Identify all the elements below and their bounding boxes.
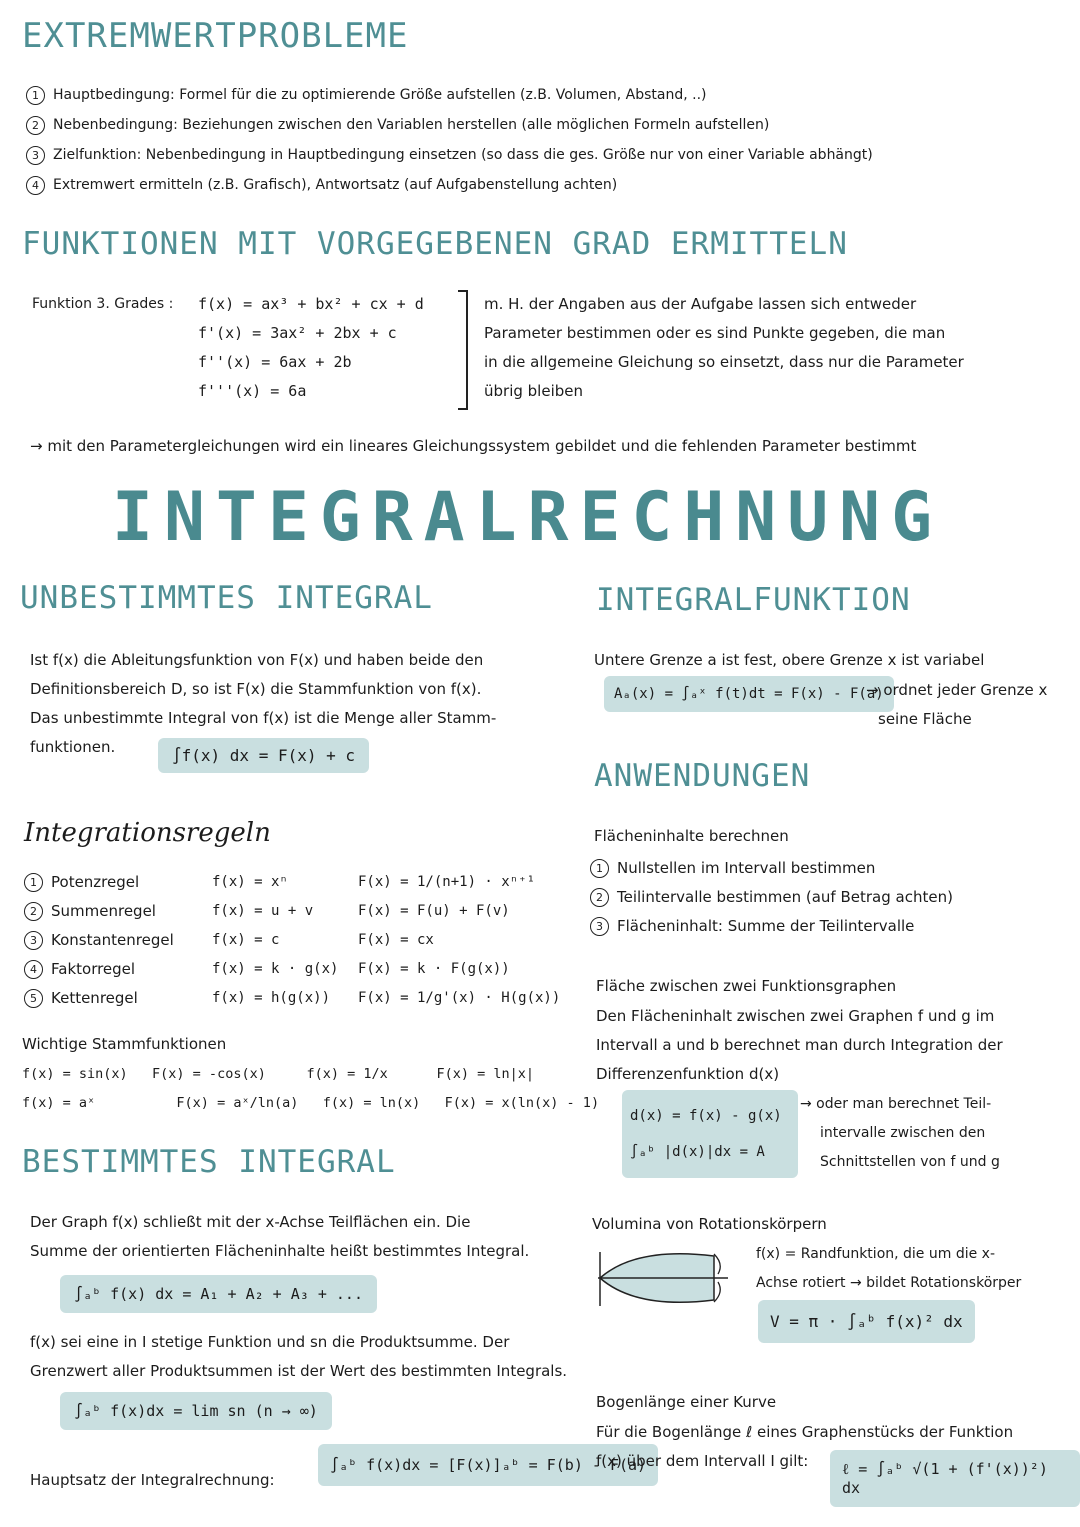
stamm-line: f(x) = aˣ F(x) = aˣ/ln(a) f(x) = ln(x) F(x) = x(ln(x) - 1)	[22, 1095, 600, 1111]
step-number: 3	[24, 931, 43, 950]
bracket	[458, 290, 468, 410]
rule-F: F(x) = F(u) + F(v)	[358, 903, 510, 919]
note-line: → oder man berechnet Teil-	[800, 1096, 992, 1112]
formula-box	[622, 1090, 798, 1178]
text-line: Intervall a und b berechnet man durch Integration der	[596, 1036, 1003, 1054]
text-line: Definitionsbereich D, so ist F(x) die Stammfunktion von f(x).	[30, 680, 482, 698]
list-item	[26, 110, 1066, 140]
note-line: intervalle zwischen den	[820, 1125, 986, 1141]
section-title-grad: FUNKTIONEN MIT VORGEGEBENEN GRAD ERMITTELN	[22, 226, 848, 262]
rule-F: F(x) = k · F(g(x))	[358, 961, 510, 977]
flaeche-title	[594, 822, 789, 851]
section-title-anwendungen: ANWENDUNGEN	[594, 758, 811, 794]
note-line: Parameter bestimmen oder es sind Punkte gegeben, die man	[484, 324, 946, 342]
step-number: 5	[24, 989, 43, 1008]
stamm-lines	[22, 1060, 599, 1118]
stamm-title-text: Wichtige Stammfunktionen	[22, 1035, 227, 1053]
section-title-extremwert: EXTREMWERTPROBLEME	[22, 16, 409, 56]
formula: ∫ₐᵇ |d(x)|dx = A	[630, 1144, 765, 1160]
grad-note	[484, 290, 1064, 406]
rule-name: Konstantenregel	[51, 931, 174, 949]
zwischen-note	[800, 1090, 1000, 1177]
formula-box: ℓ = ∫ₐᵇ √(1 + (f'(x))²) dx	[830, 1450, 1080, 1507]
section-title-bestimmt: BESTIMMTES INTEGRAL	[22, 1144, 396, 1180]
rot-title-text: Volumina von Rotationskörpern	[592, 1215, 827, 1233]
table-row	[24, 984, 561, 1013]
list-item	[26, 140, 1066, 170]
formula: f(x) = ax³ + bx² + cx + d	[198, 295, 424, 313]
note-line: übrig bleiben	[484, 382, 583, 400]
stamm-title	[22, 1030, 226, 1059]
zwischen-text	[596, 1002, 1066, 1089]
bestimmt-text-1	[30, 1208, 575, 1266]
note-line: Schnittstellen von f und g	[820, 1154, 1000, 1170]
formula-box: ∫ₐᵇ f(x) dx = A₁ + A₂ + A₃ + ...	[60, 1275, 377, 1313]
section-title-unbestimmt: UNBESTIMMTES INTEGRAL	[20, 580, 433, 616]
main-title: INTEGRALRECHNUNG	[112, 478, 944, 557]
step-label: Nebenbedingung:	[53, 117, 178, 133]
step-label: Hauptbedingung:	[53, 87, 175, 103]
step-text: Nebenbedingung in Hauptbedingung einsetzen (so dass die ges. Größe nur von einer Variable abhängt)	[145, 147, 873, 163]
rot-note	[756, 1240, 1021, 1298]
note-line: f(x) = Randfunktion, die um die x-	[756, 1246, 996, 1262]
rule-name: Faktorregel	[51, 960, 136, 978]
note-line: Achse rotiert → bildet Rotationskörper	[756, 1275, 1022, 1291]
hauptsatz-label: Hauptsatz der Integralrechnung:	[30, 1471, 275, 1489]
rule-F: F(x) = 1/g'(x) · H(g(x))	[358, 990, 561, 1006]
rule-name: Potenzregel	[51, 873, 140, 891]
step-text: Nullstellen im Intervall bestimmen	[617, 859, 876, 877]
rule-name: Summenregel	[51, 902, 156, 920]
text-line: Das unbestimmte Integral von f(x) ist die Menge aller Stamm-	[30, 709, 497, 727]
formula: f'''(x) = 6a	[198, 382, 307, 400]
step-label: Zielfunktion:	[53, 147, 142, 163]
formula: f'(x) = 3ax² + 2bx + c	[198, 324, 397, 342]
flaeche-steps	[590, 854, 953, 941]
rule-f: f(x) = k · g(x)	[212, 961, 339, 977]
step-number: 1	[26, 86, 45, 105]
rule-name: Kettenregel	[51, 989, 138, 1007]
rule-f: f(x) = h(g(x))	[212, 990, 331, 1006]
step-number: 3	[590, 917, 609, 936]
formula-box: ∫ₐᵇ f(x)dx = lim sn (n → ∞)	[60, 1392, 332, 1430]
grad-label: Funktion 3. Grades :	[32, 296, 174, 312]
table-row	[24, 926, 434, 955]
zwischen-title-text: Fläche zwischen zwei Funktionsgraphen	[596, 977, 897, 995]
text-line: funktionen.	[30, 738, 116, 756]
regeln-title: Integrationsregeln	[24, 818, 271, 848]
text-line: Den Flächeninhalt zwischen zwei Graphen f und g im	[596, 1007, 995, 1025]
list-item	[26, 170, 1066, 200]
table-row	[24, 955, 510, 984]
text-line: Differenzenfunktion d(x)	[596, 1065, 780, 1083]
table-row	[24, 868, 536, 897]
zwischen-title	[596, 972, 896, 1001]
formula-box: V = π · ∫ₐᵇ f(x)² dx	[758, 1300, 975, 1343]
formula-box: ∫f(x) dx = F(x) + c	[158, 738, 369, 773]
list-item	[26, 80, 1066, 110]
formula-box: ∫ₐᵇ f(x)dx = [F(x)]ₐᵇ = F(b) - F(a)	[318, 1444, 658, 1486]
text-line: Grenzwert aller Produktsummen ist der Wert des bestimmten Integrals.	[30, 1362, 568, 1380]
step-number: 2	[590, 888, 609, 907]
list-item	[590, 854, 953, 883]
bestimmt-text-2	[30, 1328, 575, 1386]
rule-F: F(x) = 1/(n+1) · xⁿ⁺¹	[358, 874, 536, 890]
integralfunktion-note	[866, 676, 1047, 734]
step-number: 3	[26, 146, 45, 165]
rule-f: f(x) = xⁿ	[212, 874, 288, 890]
text-line: Ist f(x) die Ableitungsfunktion von F(x) und haben beide den	[30, 651, 484, 669]
step-text: Formel für die zu optimierende Größe aufstellen (z.B. Volumen, Abstand, ..)	[179, 87, 707, 103]
formula: f''(x) = 6ax + 2b	[198, 353, 352, 371]
grad-conclusion: → mit den Parametergleichungen wird ein lineares Gleichungssystem gebildet und die fehlenden Parameter bestimmt	[30, 437, 917, 455]
step-label: Extremwert ermitteln	[53, 177, 204, 193]
text-line: f(x) sei eine in I stetige Funktion und sn die Produktsumme. Der	[30, 1333, 510, 1351]
stamm-line: f(x) = sin(x) F(x) = -cos(x) f(x) = 1/x F(x) = ln|x|	[22, 1066, 535, 1082]
step-number: 4	[26, 176, 45, 195]
grad-formulas	[198, 290, 424, 406]
formula: d(x) = f(x) - g(x)	[630, 1108, 782, 1124]
step-number: 2	[24, 902, 43, 921]
rule-F: F(x) = cx	[358, 932, 434, 948]
note-line: m. H. der Angaben aus der Aufgabe lassen sich entweder	[484, 295, 917, 313]
rot-title	[592, 1210, 827, 1239]
rule-f: f(x) = u + v	[212, 903, 314, 919]
extremwert-steps	[26, 80, 1066, 200]
text-line: Der Graph f(x) schließt mit der x-Achse Teilflächen ein. Die	[30, 1213, 471, 1231]
text-line: Für die Bogenlänge ℓ eines Graphenstücks der Funktion	[596, 1423, 1014, 1441]
list-item	[590, 883, 953, 912]
step-text: (z.B. Grafisch), Antwortsatz (auf Aufgabenstellung achten)	[207, 177, 618, 193]
note-line: → ordnet jeder Grenze x	[866, 681, 1048, 699]
table-row	[24, 897, 510, 926]
bogen-title-text: Bogenlänge einer Kurve	[596, 1393, 777, 1411]
formula-box: Aₐ(x) = ∫ₐˣ f(t)dt = F(x) - F(a)	[604, 676, 894, 712]
step-text: Beziehungen zwischen den Variablen herstellen (alle möglichen Formeln aufstellen)	[182, 117, 770, 133]
step-number: 1	[24, 873, 43, 892]
note-line: in die allgemeine Gleichung so einsetzt, dass nur die Parameter	[484, 353, 964, 371]
regeln-table	[24, 868, 561, 1013]
step-text: Flächeninhalt: Summe der Teilintervalle	[617, 917, 915, 935]
note-line: seine Fläche	[878, 710, 972, 728]
step-number: 1	[590, 859, 609, 878]
bogen-title	[596, 1388, 776, 1417]
section-title-integralfunktion: INTEGRALFUNKTION	[596, 582, 911, 618]
integralfunktion-line: Untere Grenze a ist fest, obere Grenze x ist variabel	[594, 651, 985, 669]
rule-f: f(x) = c	[212, 932, 280, 948]
step-text: Teilintervalle bestimmen (auf Betrag achten)	[617, 888, 953, 906]
step-number: 2	[26, 116, 45, 135]
text-line: f(x) über dem Intervall I gilt:	[596, 1452, 809, 1470]
list-item	[590, 912, 953, 941]
flaeche-title-text: Flächeninhalte berechnen	[594, 827, 789, 845]
rotation-body-sketch	[592, 1244, 742, 1312]
step-number: 4	[24, 960, 43, 979]
text-line: Summe der orientierten Flächeninhalte heißt bestimmtes Integral.	[30, 1242, 530, 1260]
